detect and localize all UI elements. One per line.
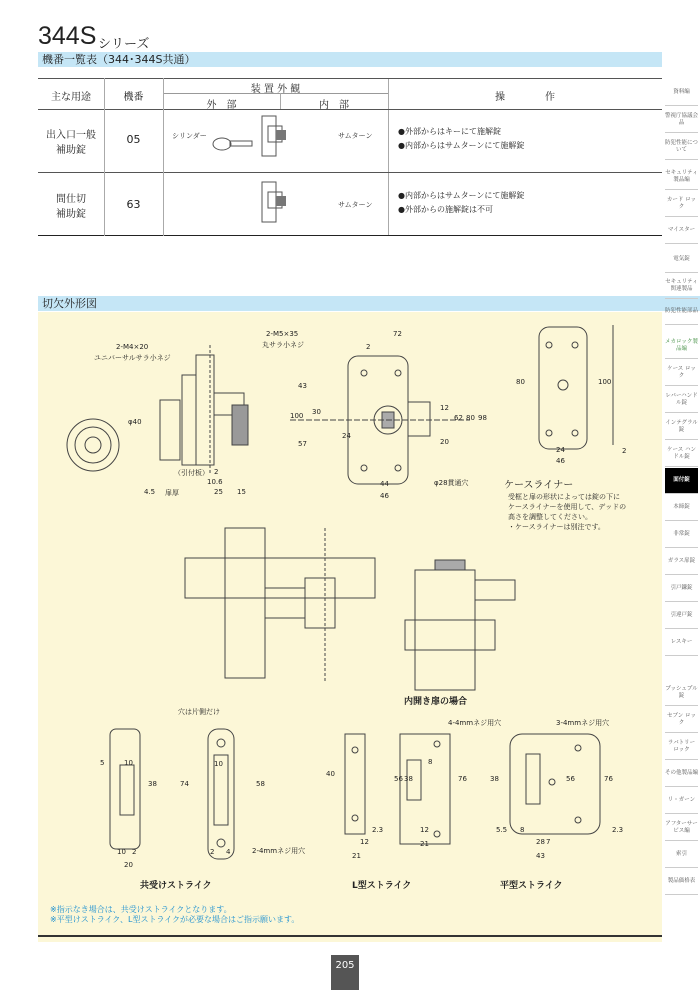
d10-6: 10.6: [207, 478, 223, 486]
liner-d100: 100: [598, 378, 612, 386]
flat-d5-5: 5.5: [496, 826, 508, 834]
sidebar-tab[interactable]: セキュリティ関連製品: [665, 273, 698, 299]
row1-op1: ●外部からはキーにて施解錠: [398, 127, 501, 136]
sidebar-tab[interactable]: 引戸鎌錠: [665, 576, 698, 602]
col-inner: 内 部: [319, 100, 349, 111]
thumbturn-icon: [262, 178, 292, 228]
sidebar-tab[interactable]: リ・ガーン: [665, 788, 698, 814]
screw1: 2-M4×20: [116, 343, 149, 351]
row2-op2: ●外部からの施解錠は不可: [398, 205, 493, 214]
sidebar-tab[interactable]: ケース ハンドル錠: [665, 441, 698, 467]
sidebar-tab[interactable]: レバーハンドル錠: [665, 387, 698, 413]
d25: 25: [214, 488, 223, 496]
l-d56: 56: [394, 775, 403, 783]
l-d21: 21: [352, 852, 361, 860]
row1-inner-label: サムターン: [338, 132, 373, 140]
row1-use-line1: 出入口一般: [46, 130, 96, 141]
front-d57: 57: [298, 440, 307, 448]
kyoken-d5: 5: [100, 759, 105, 767]
screw2-desc: 丸サラ小ネジ: [262, 341, 304, 349]
row1-use-line2: 補助錠: [56, 145, 86, 156]
flat-d43: 43: [536, 852, 545, 860]
sidebar-tab[interactable]: セキュリティ製品編: [665, 164, 698, 190]
kyoken-d2b: 2: [210, 848, 215, 856]
l-d76: 76: [458, 775, 467, 783]
door-thickness: 扉厚: [165, 489, 179, 497]
l-strike-title: L型ストライク: [352, 881, 412, 891]
case-liner-title: ケースライナー: [504, 480, 574, 491]
case-liner-desc2: ケースライナーを使用して、デッドの: [508, 503, 627, 511]
sidebar-tab[interactable]: セブン ロック: [665, 707, 698, 733]
footer-rule: [38, 935, 662, 937]
front-d62: 62: [454, 414, 463, 422]
sidebar-tab[interactable]: 引違戸錠: [665, 603, 698, 629]
case-liner-drawing: [535, 325, 595, 455]
kyoken-d10c: 10: [117, 848, 126, 856]
kyoken-d38: 38: [148, 780, 157, 788]
row2-op1: ●内部からはサムターンにて施解錠: [398, 191, 525, 200]
section-cutout-band: 切欠外形図: [38, 296, 700, 311]
sidebar-tab[interactable]: 電気錠: [665, 247, 698, 273]
flat-d8: 8: [520, 826, 525, 834]
sidebar-tab[interactable]: プッシュプル錠: [665, 680, 698, 706]
screw2: 2-M5×35: [266, 330, 299, 338]
kyoken-d20: 20: [124, 861, 133, 869]
row2-use-line2: 補助錠: [56, 209, 86, 220]
l-d8: 8: [428, 758, 433, 766]
flat-d76: 76: [604, 775, 613, 783]
l-d40: 40: [326, 770, 335, 778]
sidebar-tab[interactable]: ガラス扉錠: [665, 549, 698, 575]
liner-d24: 24: [556, 446, 565, 454]
front-d80: 80: [466, 414, 475, 422]
pull-plate: （引付板）: [174, 469, 209, 477]
sidebar-tab[interactable]: ケース ロック: [665, 360, 698, 386]
flat-screw: 3-4mmネジ用穴: [556, 719, 610, 727]
screw1-desc: ユニバーサルサラ小ネジ: [94, 354, 171, 362]
front-view-drawing: [290, 340, 470, 500]
sidebar-tab[interactable]: 非常錠: [665, 522, 698, 548]
sidebar-tab[interactable]: 資料編: [665, 80, 698, 106]
row1-model: 05: [126, 133, 141, 146]
sidebar-tab[interactable]: 製品価格表: [665, 869, 698, 895]
page-number: 205: [331, 955, 359, 990]
front-d20: 20: [440, 438, 449, 446]
kyoken-d2: 2: [132, 848, 137, 856]
sidebar-tab[interactable]: 防犯性能について: [665, 134, 698, 160]
flat-d28: 28: [536, 838, 545, 846]
front-d24: 24: [342, 432, 351, 440]
sidebar-tab[interactable]: カード ロック: [665, 191, 698, 217]
series-title: 344S: [38, 22, 97, 50]
flat-strike-drawing: [508, 730, 618, 850]
case-liner-desc3: 高さを調整してください。: [508, 513, 592, 521]
sidebar-tab[interactable]: 索引: [665, 842, 698, 868]
install-view-outward: [185, 528, 380, 683]
row2-inner-label: サムターン: [338, 201, 373, 209]
kyoken-d4: 4: [226, 848, 231, 856]
sidebar-tab-active[interactable]: 面付錠: [665, 468, 698, 494]
dia40: φ40: [128, 418, 142, 426]
d15: 15: [237, 488, 246, 496]
l-d12b: 12: [420, 826, 429, 834]
sidebar-tab[interactable]: レスキー: [665, 630, 698, 656]
col-outer: 外 部: [206, 100, 237, 111]
sidebar-tab[interactable]: 本締錠: [665, 495, 698, 521]
front-d12: 12: [440, 404, 449, 412]
section-lineup-band: 機番一覧表（344･344S共通）: [38, 52, 662, 67]
kyoken-title: 共受けストライク: [140, 881, 212, 891]
footnote-2: ※平型けストライク、L型ストライクが必要な場合はご指示願います。: [50, 915, 300, 924]
l-d38: 38: [404, 775, 413, 783]
kyoken-hole-note: 穴は片側だけ: [178, 708, 220, 716]
flat-strike-title: 平型ストライク: [500, 881, 563, 891]
l-d2-3: 2.3: [372, 826, 384, 834]
sidebar-tab[interactable]: アフターサービス編: [665, 815, 698, 841]
l-d12: 12: [360, 838, 369, 846]
sidebar-tab[interactable]: 警視庁協議会品: [665, 107, 698, 133]
case-liner-desc1: 受框と扉の形状によっては錠の下に: [508, 493, 620, 501]
front-d43: 43: [298, 382, 307, 390]
kyoken-d10b: 10: [214, 760, 223, 768]
row2-model: 63: [126, 198, 141, 211]
series-subtitle: シリーズ: [98, 37, 150, 52]
sidebar-tab[interactable]: メカロック製品編: [665, 333, 698, 359]
l-d21b: 21: [420, 840, 429, 848]
front-d98: 98: [478, 414, 487, 422]
sidebar-tab[interactable]: その他製品編: [665, 761, 698, 787]
liner-d80: 80: [516, 378, 525, 386]
sidebar-tab[interactable]: 防犯性能部品: [665, 299, 698, 325]
kyoken-d74: 74: [180, 780, 189, 788]
flat-d7: 7: [546, 838, 551, 846]
col-operation: 操 作: [495, 92, 555, 103]
liner-d2: 2: [622, 447, 627, 455]
col-use: 主な用途: [51, 92, 91, 103]
row1-op2: ●内部からはサムターンにて施解錠: [398, 141, 525, 150]
install-caption: 内開き扉の場合: [404, 697, 468, 707]
case-liner-desc4: ・ケースライナーは別注です。: [508, 523, 605, 531]
kyoken-screw: 2-4mmネジ用穴: [252, 847, 306, 855]
l-screw: 4-4mmネジ用穴: [448, 719, 502, 727]
col-model: 機番: [123, 92, 144, 103]
row1-outer-label: シリンダー: [172, 132, 207, 140]
flat-d56: 56: [566, 775, 575, 783]
front-d46: 46: [380, 492, 389, 500]
front-d2: 2: [366, 343, 371, 351]
flat-d38: 38: [490, 775, 499, 783]
front-d100: 100: [290, 412, 304, 420]
kyoken-strike-drawing: [110, 725, 250, 865]
front-hole: φ28貫通穴: [434, 479, 469, 487]
sidebar-tab[interactable]: ラバトリー ロック: [665, 734, 698, 760]
d2: 2: [214, 468, 219, 476]
front-d30: 30: [312, 408, 321, 416]
front-d44: 44: [380, 480, 389, 488]
d4-5: 4.5: [144, 488, 156, 496]
side-view-drawing: [60, 345, 260, 475]
sidebar-tab[interactable]: インテグラル錠: [665, 414, 698, 440]
install-view-inward: [405, 550, 525, 700]
front-d72: 72: [393, 330, 402, 338]
sidebar-tab[interactable]: マイスター: [665, 218, 698, 244]
footnote-1: ※指示なき場合は、共受けストライクとなります。: [50, 905, 232, 914]
kyoken-d58: 58: [256, 780, 265, 788]
col-appearance: 装 置 外 観: [250, 84, 301, 95]
liner-d46: 46: [556, 457, 565, 465]
cylinder-lock-icon: [210, 112, 290, 162]
row2-use-line1: 間仕切: [56, 194, 86, 205]
kyoken-d10: 10: [124, 759, 133, 767]
flat-d2-3: 2.3: [612, 826, 624, 834]
